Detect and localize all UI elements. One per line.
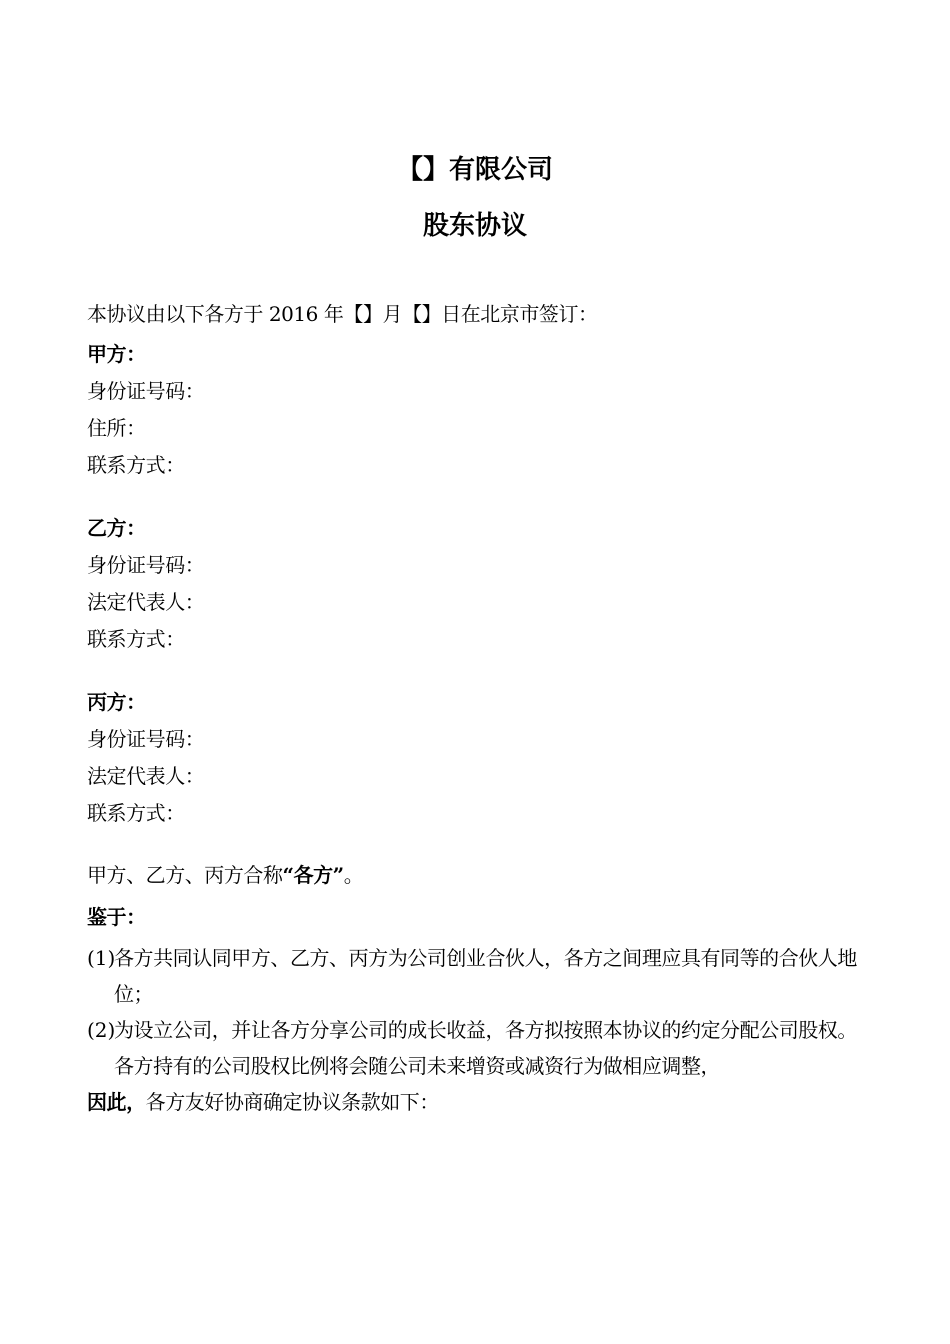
document-title: 【】有限公司 xyxy=(396,155,553,185)
therefore-bold-lead: 因此， xyxy=(87,1090,146,1114)
party-b-contact-field: 联系方式： xyxy=(87,627,185,651)
recital-2-text: 为设立公司，并让各方分享公司的成长收益，各方拟按照本协议的约定分配公司股权。各方持有的公司股权比例将会随公司未来增资或减资行为做相应调整， xyxy=(114,1018,857,1078)
party-b-legal-rep-field: 法定代表人： xyxy=(87,590,205,614)
party-a-label: 甲方： xyxy=(87,342,146,366)
collective-suffix: 。 xyxy=(343,863,364,887)
party-a-contact-field: 联系方式： xyxy=(87,453,185,477)
collective-bold-term: “各方” xyxy=(282,863,344,887)
recital-item-2 xyxy=(87,1012,863,1084)
collective-term-line xyxy=(87,857,863,894)
therefore-line xyxy=(87,1084,863,1121)
party-c-id-field: 身份证号码： xyxy=(87,727,205,751)
recital-1-text: 各方共同认同甲方、乙方、丙方为公司创业合伙人，各方之间理应具有同等的合伙人地位； xyxy=(114,946,857,1006)
party-c-label: 丙方： xyxy=(87,690,146,714)
party-c-legal-rep-field: 法定代表人： xyxy=(87,764,205,788)
collective-prefix: 甲方、乙方、丙方合称 xyxy=(87,863,283,887)
recital-item-1 xyxy=(87,940,863,1012)
document-subtitle: 股东协议 xyxy=(422,211,527,241)
party-c-contact-field: 联系方式： xyxy=(87,801,185,825)
recital-1-number: (1) xyxy=(87,946,116,970)
recital-2-number: (2) xyxy=(87,1018,116,1042)
party-a-address-field: 住所： xyxy=(87,416,146,440)
party-b-label: 乙方： xyxy=(87,516,146,540)
party-a-id-field: 身份证号码： xyxy=(87,379,205,403)
party-b-id-field: 身份证号码： xyxy=(87,553,205,577)
therefore-text: 各方友好协商确定协议条款如下： xyxy=(145,1090,439,1114)
intro-paragraph: 本协议由以下各方于 2016 年【】月【】日在北京市签订： xyxy=(87,302,598,326)
whereas-heading: 鉴于： xyxy=(87,905,146,929)
